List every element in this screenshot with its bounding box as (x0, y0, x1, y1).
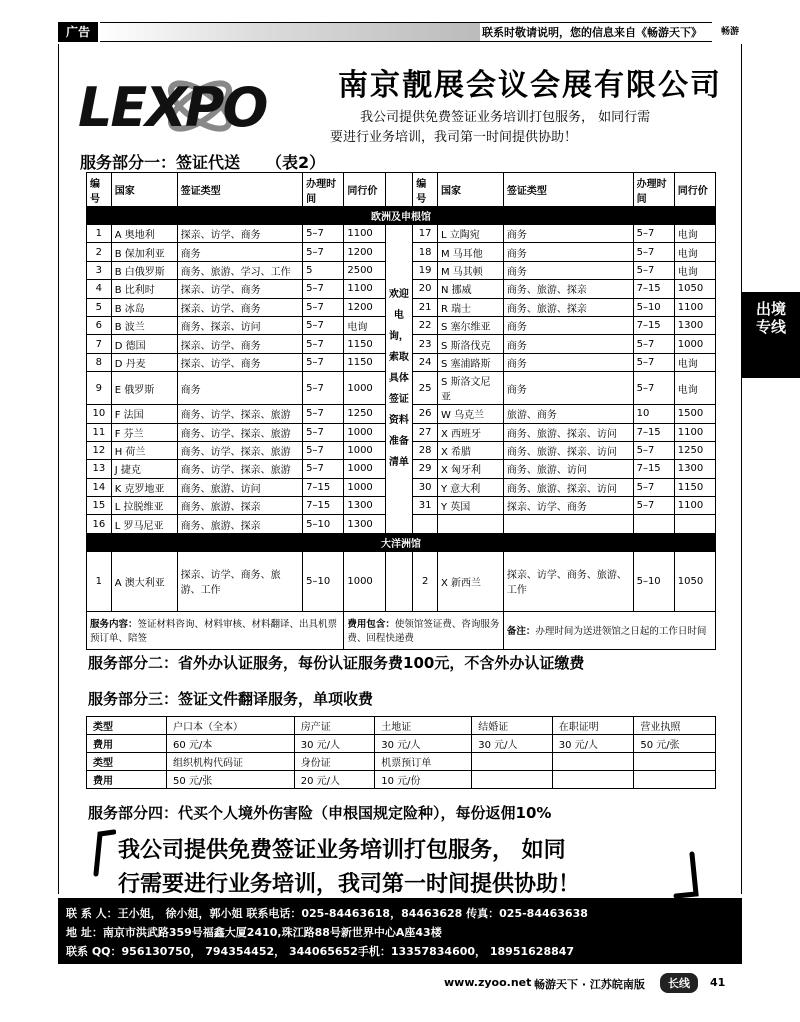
fees-price-cell (552, 771, 634, 789)
fees-price-cell: 50 元/张 (634, 735, 716, 753)
magazine-name: 畅游天下 · 江苏皖南版 (534, 978, 645, 991)
section2-title: 服务部分二：省外办认证服务，每份认证服务费100元，不含外办认证缴费 (88, 654, 585, 672)
section3-title: 服务部分三：签证文件翻译服务，单项收费 (88, 690, 374, 708)
visa-price: 1150 (344, 335, 385, 353)
visa-no: 14 (87, 478, 112, 496)
visa-price-right: 电询 (674, 261, 715, 279)
visa-no-right: 17 (413, 225, 438, 243)
top-bar (0, 0, 800, 44)
fee-include-label: 费用包含： (347, 619, 395, 631)
visa-time-right: 5–10 (633, 298, 674, 316)
service-content-cell (87, 611, 344, 649)
oceania-right-country: X 新西兰 (438, 551, 504, 611)
header-stripe (100, 22, 480, 42)
footer-qq: 联系 QQ：956130750， 794354452， 344065652手机：13357834600， 18951628847 (66, 945, 575, 958)
section4-title: 服务部分四：代买个人境外伤害险（申根国规定险种），每份返佣10% (88, 804, 552, 822)
visa-country: B 波兰 (111, 316, 177, 334)
note-cell (503, 611, 715, 649)
visa-no: 2 (87, 243, 112, 261)
fees-price-cell: 60 元/本 (167, 735, 295, 753)
visa-price: 1100 (344, 225, 385, 243)
visa-country-right: Y 意大利 (438, 478, 504, 496)
visa-price: 1200 (344, 298, 385, 316)
header-no-right: 编号 (413, 173, 438, 207)
empty-cell (633, 515, 674, 533)
visa-table-header (87, 173, 716, 207)
visa-type-right: 商务 (503, 353, 633, 371)
fees-type-cell: 在职证明 (552, 717, 634, 735)
visa-type-right: 商务 (503, 225, 633, 243)
fees-type-cell: 户口本（全本） (167, 717, 295, 735)
middle-note: 欢迎电询，索取具体签证资料准备清单 (385, 225, 413, 534)
visa-price: 1000 (344, 372, 385, 405)
visa-country: F 芬兰 (111, 423, 177, 441)
visa-type: 商务、访学、探亲、旅游 (177, 441, 303, 459)
visa-time-right: 5–7 (633, 441, 674, 459)
intro-line-1: 我公司提供免费签证业务培训打包服务， 如同行需 (360, 110, 651, 125)
visa-time-right: 7–15 (633, 423, 674, 441)
visa-no-right: 27 (413, 423, 438, 441)
visa-time: 5–7 (303, 372, 344, 405)
fees-type-cell: 身份证 (294, 753, 374, 771)
visa-price-right: 1300 (674, 460, 715, 478)
visa-country-right: X 西班牙 (438, 423, 504, 441)
visa-time: 5–7 (303, 460, 344, 478)
visa-type: 商务、旅游、访问 (177, 478, 303, 496)
region-oceania: 大洋洲馆 (87, 533, 716, 551)
visa-type-right: 商务 (503, 335, 633, 353)
visa-country: J 捷克 (111, 460, 177, 478)
visa-no: 4 (87, 280, 112, 298)
visa-country: L 拉脱维亚 (111, 497, 177, 515)
visa-time-right: 5–7 (633, 261, 674, 279)
oceania-mid (385, 551, 413, 611)
visa-country-right: W 乌克兰 (438, 405, 504, 423)
fees-type-cell (552, 753, 634, 771)
fees-price-cell (472, 771, 552, 789)
fees-price-cell: 10 元/份 (375, 771, 472, 789)
visa-time: 5–7 (303, 405, 344, 423)
header-type-right: 签证类型 (503, 173, 633, 207)
fees-type-cell: 土地证 (375, 717, 472, 735)
visa-table (86, 172, 716, 650)
visa-time: 7–15 (303, 478, 344, 496)
visa-time-right: 5–7 (633, 478, 674, 496)
visa-type-right: 商务 (503, 243, 633, 261)
visa-no: 5 (87, 298, 112, 316)
fees-type-cell (634, 753, 716, 771)
visa-no: 9 (87, 372, 112, 405)
visa-country: K 克罗地亚 (111, 478, 177, 496)
visa-no-right: 31 (413, 497, 438, 515)
visa-type-right: 商务、旅游、探亲、访问 (503, 423, 633, 441)
visa-type: 商务、旅游、探亲 (177, 515, 303, 533)
visa-country: D 丹麦 (111, 353, 177, 371)
visa-no-right: 24 (413, 353, 438, 371)
visa-time: 5–7 (303, 280, 344, 298)
oceania-right-time: 5–10 (633, 551, 674, 611)
visa-type: 探亲、访学、商务 (177, 225, 303, 243)
header-price: 同行价 (344, 173, 385, 207)
visa-price-right: 1150 (674, 478, 715, 496)
visa-price-right: 电询 (674, 225, 715, 243)
visa-type: 探亲、访学、商务 (177, 353, 303, 371)
contact-footer (58, 898, 742, 964)
visa-price: 1200 (344, 243, 385, 261)
region-europe: 欧洲及申根馆 (87, 207, 716, 225)
visa-no: 7 (87, 335, 112, 353)
fees-type-cell: 结婚证 (472, 717, 552, 735)
visa-price-right: 电询 (674, 243, 715, 261)
header-time-right: 办理时间 (633, 173, 674, 207)
visa-time-right: 5–7 (633, 335, 674, 353)
visa-no: 8 (87, 353, 112, 371)
translation-fees-table (86, 716, 716, 789)
ad-tag: 广告 (58, 22, 98, 42)
fees-price-cell: 20 元/人 (294, 771, 374, 789)
visa-no: 1 (87, 225, 112, 243)
fees-fee-label-2: 费用 (87, 771, 167, 789)
fees-type-cell (472, 753, 552, 771)
visa-country-right: S 斯洛文尼亚 (438, 372, 504, 405)
section1-table-label: （表2） (266, 153, 326, 172)
visa-type: 商务、访学、探亲、旅游 (177, 460, 303, 478)
fee-include-cell (344, 611, 504, 649)
visa-time: 5–7 (303, 353, 344, 371)
visa-no-right: 25 (413, 372, 438, 405)
visa-type: 探亲、访学、商务 (177, 335, 303, 353)
visa-footer-row (87, 611, 716, 649)
fee-include: 使领馆签证费、咨询服务费、回程快递费 (347, 619, 500, 645)
empty-cell (438, 515, 504, 533)
fees-type-cell: 机票预订单 (375, 753, 472, 771)
visa-time: 5–7 (303, 243, 344, 261)
slogan (118, 834, 678, 902)
region-europe-row (87, 207, 716, 225)
magazine-logo-icon: 畅游 (720, 27, 739, 37)
visa-country: B 白俄罗斯 (111, 261, 177, 279)
visa-time: 5–10 (303, 515, 344, 533)
visa-price: 1000 (344, 460, 385, 478)
visa-type: 商务、旅游、探亲 (177, 497, 303, 515)
visa-no-right: 21 (413, 298, 438, 316)
header-type: 签证类型 (177, 173, 303, 207)
fees-price-cell: 30 元/人 (375, 735, 472, 753)
visa-country: B 保加利亚 (111, 243, 177, 261)
visa-price: 1150 (344, 353, 385, 371)
company-name: 南京靓展会议会展有限公司 (338, 68, 722, 103)
visa-country-right: M 马其顿 (438, 261, 504, 279)
visa-no: 15 (87, 497, 112, 515)
visa-country: E 俄罗斯 (111, 372, 177, 405)
visa-body (87, 225, 716, 534)
oceania-right-no: 2 (413, 551, 438, 611)
slogan-line-1: 我公司提供免费签证业务培训打包服务， 如同 (118, 838, 566, 863)
empty-cell (674, 515, 715, 533)
oceania-left-price: 1000 (344, 551, 385, 611)
empty-cell (413, 515, 438, 533)
side-tab-outbound (742, 292, 800, 378)
slogan-line-2: 行需要进行业务培训，我司第一时间提供协助！ (118, 872, 581, 897)
visa-time: 5–7 (303, 298, 344, 316)
visa-country-right: S 塞浦路斯 (438, 353, 504, 371)
visa-time-right: 5–7 (633, 225, 674, 243)
visa-no: 3 (87, 261, 112, 279)
visa-price: 1100 (344, 280, 385, 298)
visa-price-right: 1100 (674, 423, 715, 441)
visa-type: 探亲、访学、商务 (177, 298, 303, 316)
visa-type: 商务 (177, 243, 303, 261)
visa-time: 5–7 (303, 225, 344, 243)
visa-type-right: 探亲、访学、商务 (503, 497, 633, 515)
visa-country-right: X 匈牙利 (438, 460, 504, 478)
fees-fee-label: 费用 (87, 735, 167, 753)
side-tab-line-2: 专线 (755, 318, 786, 336)
header-no: 编号 (87, 173, 112, 207)
fees-price-cell (634, 771, 716, 789)
visa-price-right: 1500 (674, 405, 715, 423)
oceania-row (87, 551, 716, 611)
visa-no: 12 (87, 441, 112, 459)
empty-cell (503, 515, 633, 533)
visa-country: D 德国 (111, 335, 177, 353)
site-url[interactable]: www.zyoo.net (444, 976, 532, 989)
visa-time-right: 5–7 (633, 353, 674, 371)
visa-type-right: 商务 (503, 261, 633, 279)
visa-type: 商务 (177, 372, 303, 405)
visa-type-right: 商务、旅游、访问 (503, 460, 633, 478)
fees-type-cell: 房产证 (294, 717, 374, 735)
visa-time-right: 5–7 (633, 372, 674, 405)
visa-no-right: 23 (413, 335, 438, 353)
fees-type-label: 类型 (87, 717, 167, 735)
visa-type-right: 商务 (503, 316, 633, 334)
oceania-right-price: 1050 (674, 551, 715, 611)
visa-price: 1300 (344, 515, 385, 533)
visa-price-right: 电询 (674, 372, 715, 405)
visa-time: 7–15 (303, 497, 344, 515)
page-number: 41 (710, 976, 726, 989)
intro-line-2: 要进行业务培训，我司第一时间提供协助！ (330, 130, 578, 145)
table-row (87, 225, 716, 243)
lexpo-logo (78, 70, 318, 140)
note: 办理时间为送进领馆之日起的工作日时间 (535, 626, 707, 638)
visa-no: 13 (87, 460, 112, 478)
visa-price: 1300 (344, 497, 385, 515)
visa-country: A 奥地利 (111, 225, 177, 243)
visa-country-right: S 塞尔维亚 (438, 316, 504, 334)
header-price-right: 同行价 (674, 173, 715, 207)
visa-type: 商务、探亲、访问 (177, 316, 303, 334)
visa-country-right: L 立陶宛 (438, 225, 504, 243)
visa-type-right: 商务、旅游、探亲 (503, 280, 633, 298)
side-tab-line-1: 出境 (755, 300, 786, 318)
visa-time-right: 10 (633, 405, 674, 423)
visa-price: 1000 (344, 441, 385, 459)
left-bracket-icon (92, 828, 116, 878)
visa-country-right: M 马耳他 (438, 243, 504, 261)
oceania-left-type: 探亲、访学、商务、旅游、工作 (177, 551, 303, 611)
visa-no-right: 30 (413, 478, 438, 496)
service-content: 签证材料咨询、材料审核、材料翻译、出具机票预订单、陪签 (90, 619, 338, 645)
contact-note: 联系时敬请说明，您的信息来自《畅游天下》 (480, 22, 712, 42)
visa-price: 1250 (344, 405, 385, 423)
visa-price-right: 1100 (674, 497, 715, 515)
visa-time-right: 5–7 (633, 497, 674, 515)
fees-price-cell: 30 元/人 (472, 735, 552, 753)
logo-text: LEXPO (78, 76, 267, 139)
visa-country-right: S 斯洛伐克 (438, 335, 504, 353)
visa-type: 商务、访学、探亲、旅游 (177, 405, 303, 423)
visa-time-right: 7–15 (633, 460, 674, 478)
visa-country: F 法国 (111, 405, 177, 423)
visa-price: 电询 (344, 316, 385, 334)
fees-price-cell: 30 元/人 (294, 735, 374, 753)
visa-no: 6 (87, 316, 112, 334)
visa-price-right: 1100 (674, 298, 715, 316)
oceania-left-country: A 澳大利亚 (111, 551, 177, 611)
visa-country-right: X 希腊 (438, 441, 504, 459)
visa-price: 1000 (344, 478, 385, 496)
visa-no-right: 22 (413, 316, 438, 334)
visa-time-right: 5–7 (633, 243, 674, 261)
visa-time: 5 (303, 261, 344, 279)
oceania-left-time: 5–10 (303, 551, 344, 611)
visa-type-right: 商务、旅游、探亲、访问 (503, 441, 633, 459)
section1-title (80, 150, 325, 173)
note-label: 备注： (506, 626, 536, 638)
fees-row-types-2 (87, 753, 716, 771)
visa-no-right: 29 (413, 460, 438, 478)
visa-no-right: 18 (413, 243, 438, 261)
visa-no-right: 26 (413, 405, 438, 423)
visa-type-right: 商务、旅游、探亲、访问 (503, 478, 633, 496)
visa-type: 商务、访学、探亲、旅游 (177, 423, 303, 441)
fees-type-cell: 营业执照 (634, 717, 716, 735)
visa-price-right: 1000 (674, 335, 715, 353)
visa-country-right: Y 英国 (438, 497, 504, 515)
oceania-right-type: 探亲、访学、商务、旅游、工作 (503, 551, 633, 611)
visa-no: 10 (87, 405, 112, 423)
fees-type-label-2: 类型 (87, 753, 167, 771)
footer-address: 地 址：南京市洪武路359号福鑫大厦2410,珠江路88号新世界中心A座43楼 (66, 926, 442, 939)
header-mid (385, 173, 413, 207)
visa-time: 5–7 (303, 316, 344, 334)
header-time: 办理时间 (303, 173, 344, 207)
visa-type-right: 商务 (503, 372, 633, 405)
visa-no-right: 19 (413, 261, 438, 279)
visa-price-right: 1300 (674, 316, 715, 334)
visa-country-right: N 挪威 (438, 280, 504, 298)
visa-type: 商务、旅游、学习、工作 (177, 261, 303, 279)
visa-country: L 罗马尼亚 (111, 515, 177, 533)
fees-row-prices-2 (87, 771, 716, 789)
footer-contact: 联 系 人：王小姐， 徐小姐，郭小姐 联系电话：025-84463618，84463628 传真：025-84463638 (66, 907, 588, 920)
visa-no: 11 (87, 423, 112, 441)
visa-time: 5–7 (303, 441, 344, 459)
visa-no: 16 (87, 515, 112, 533)
section1-title-text: 服务部分一：签证代送 (80, 153, 241, 172)
fees-type-cell: 组织机构代码证 (167, 753, 295, 771)
header-country-right: 国家 (438, 173, 504, 207)
visa-type: 探亲、访学、商务 (177, 280, 303, 298)
visa-country: B 冰岛 (111, 298, 177, 316)
service-content-label: 服务内容： (90, 619, 138, 631)
visa-time: 5–7 (303, 335, 344, 353)
visa-price: 1000 (344, 423, 385, 441)
fees-row-prices-1 (87, 735, 716, 753)
visa-no-right: 28 (413, 441, 438, 459)
visa-country-right: R 瑞士 (438, 298, 504, 316)
visa-country: B 比利时 (111, 280, 177, 298)
fees-price-cell: 50 元/张 (167, 771, 295, 789)
visa-price-right: 1050 (674, 280, 715, 298)
visa-price-right: 1250 (674, 441, 715, 459)
visa-time-right: 7–15 (633, 316, 674, 334)
visa-type-right: 旅游、商务 (503, 405, 633, 423)
visa-no-right: 20 (413, 280, 438, 298)
visa-type-right: 商务、旅游、探亲 (503, 298, 633, 316)
fees-price-cell: 30 元/人 (552, 735, 634, 753)
region-oceania-row (87, 533, 716, 551)
section-badge: 长线 (660, 973, 698, 993)
visa-country: H 荷兰 (111, 441, 177, 459)
visa-price: 2500 (344, 261, 385, 279)
header-country: 国家 (111, 173, 177, 207)
visa-time-right: 7–15 (633, 280, 674, 298)
page-bar (0, 970, 800, 994)
fees-row-types-1 (87, 717, 716, 735)
visa-time: 5–7 (303, 423, 344, 441)
visa-price-right: 电询 (674, 353, 715, 371)
oceania-left-no: 1 (87, 551, 112, 611)
